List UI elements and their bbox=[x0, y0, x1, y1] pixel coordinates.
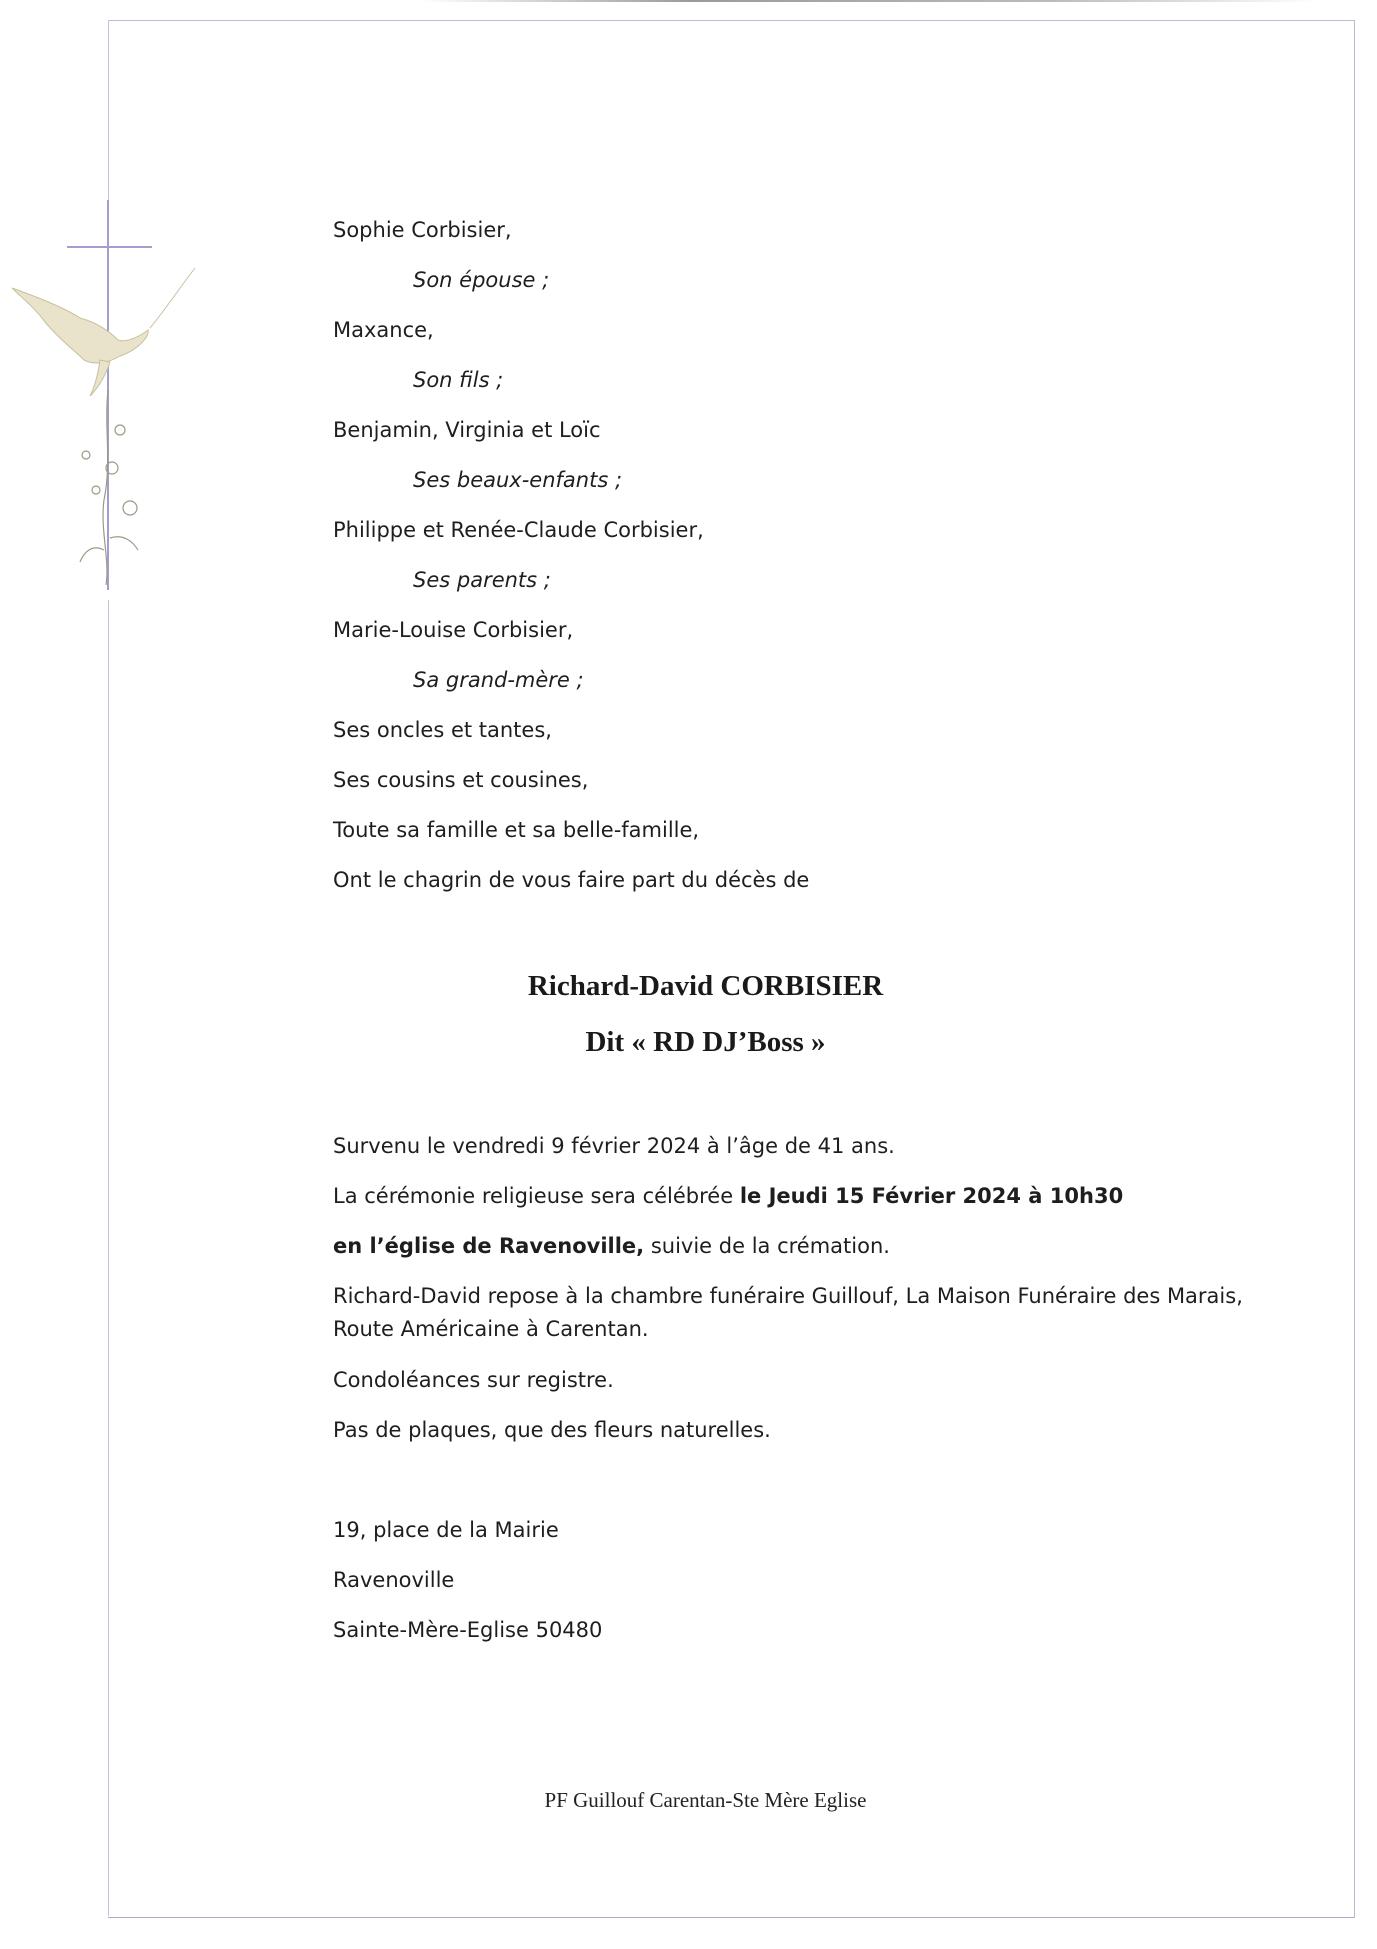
family-member: Maxance, bbox=[333, 318, 434, 342]
family-member: Ses oncles et tantes, bbox=[333, 718, 552, 742]
relationship: Sa grand-mère ; bbox=[413, 668, 584, 692]
cross-dove-decoration bbox=[0, 190, 210, 590]
family-member: Marie-Louise Corbisier, bbox=[333, 618, 574, 642]
church-name: en l’église de Ravenoville, bbox=[333, 1234, 645, 1258]
address-street: 19, place de la Mairie bbox=[333, 1518, 559, 1542]
page-border-left-top bbox=[108, 20, 109, 200]
passed-line: Survenu le vendredi 9 février 2024 à l’âge de 41 ans. bbox=[333, 1134, 895, 1158]
funeral-home-footer: PF Guillouf Carentan-Ste Mère Eglise bbox=[544, 1788, 867, 1812]
deceased-nickname: Dit « RD DJ’Boss » bbox=[585, 1026, 826, 1058]
ceremony-line bbox=[333, 1180, 1253, 1213]
scan-edge-line bbox=[420, 0, 1320, 2]
flowers-text: Pas de plaques, que des fleurs naturelles. bbox=[333, 1418, 771, 1442]
relationship: Ses parents ; bbox=[413, 568, 551, 592]
cross-icon bbox=[67, 200, 152, 590]
page-border-left-bottom bbox=[108, 600, 109, 1916]
family-member: Ses cousins et cousines, bbox=[333, 768, 589, 792]
relationship: Son épouse ; bbox=[413, 268, 550, 292]
ceremony-prefix: La cérémonie religieuse sera célébrée bbox=[333, 1184, 740, 1208]
condolences-text: Condoléances sur registre. bbox=[333, 1368, 614, 1392]
funeral-home-text: Richard-David repose à la chambre funéraire Guillouf, La Maison Funéraire des Marais, Route Américaine à Carentan. bbox=[333, 1284, 1243, 1341]
church-line bbox=[333, 1230, 1253, 1263]
deceased-name: Richard-David CORBISIER bbox=[527, 970, 884, 1002]
cremation-text: suivie de la crémation. bbox=[644, 1234, 890, 1258]
address-village: Ravenoville bbox=[333, 1568, 455, 1592]
relationship: Ses beaux-enfants ; bbox=[413, 468, 623, 492]
family-member: Sophie Corbisier, bbox=[333, 218, 512, 242]
ceremony-date: le Jeudi 15 Février 2024 à 10h30 bbox=[739, 1184, 1124, 1208]
page-border bbox=[108, 20, 1355, 1918]
relationship: Son fils ; bbox=[413, 368, 504, 392]
dove-icon bbox=[12, 268, 195, 396]
family-member: Toute sa famille et sa belle-famille, bbox=[333, 818, 700, 842]
family-member: Benjamin, Virginia et Loïc bbox=[333, 418, 601, 442]
announcement-intro: Ont le chagrin de vous faire part du décès de bbox=[333, 868, 810, 892]
family-member: Philippe et Renée-Claude Corbisier, bbox=[333, 518, 704, 542]
address-town: Sainte-Mère-Eglise 50480 bbox=[333, 1618, 603, 1642]
